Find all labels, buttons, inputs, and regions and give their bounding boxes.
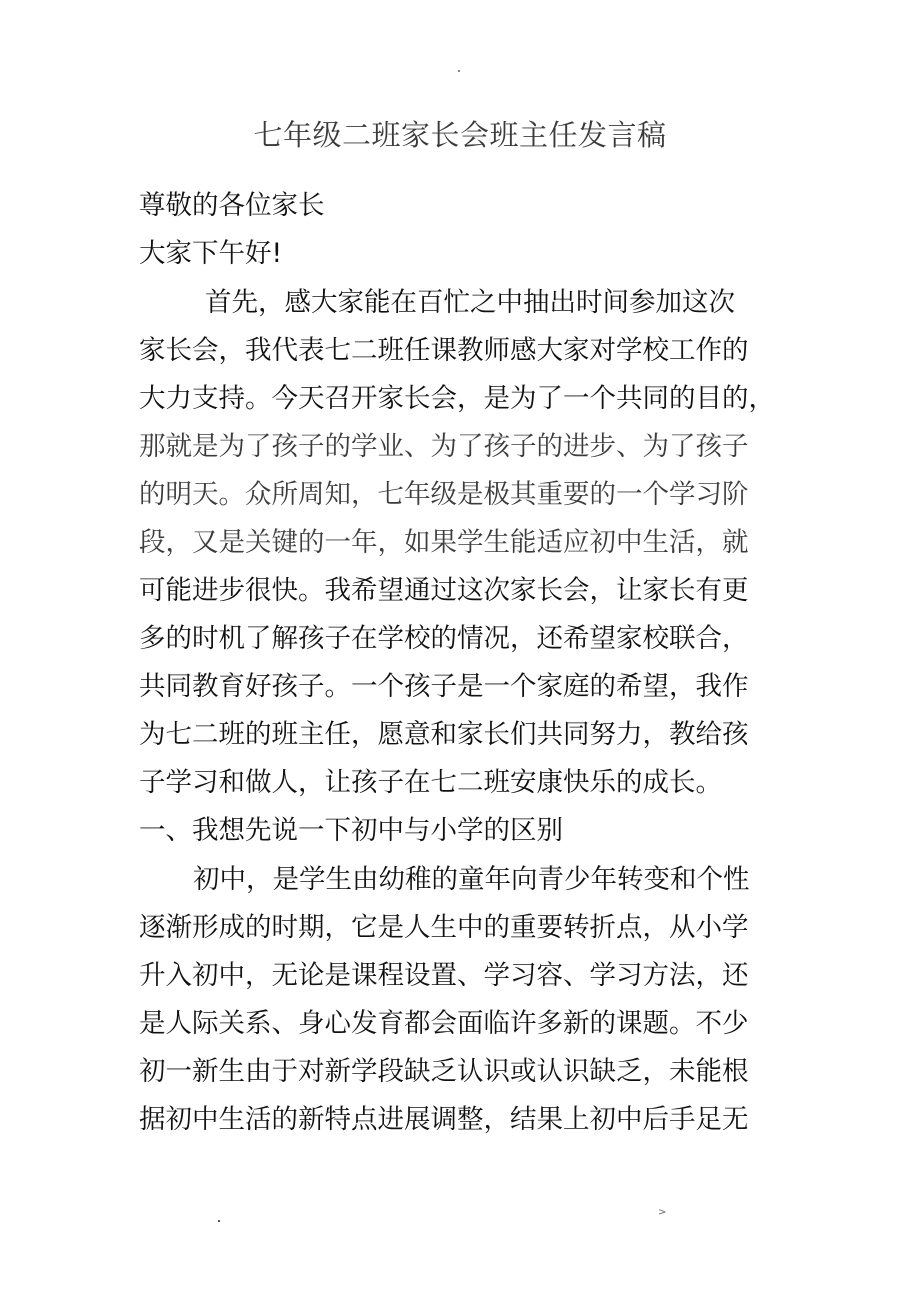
section-heading: 一、我想先说一下初中与小学的区别	[139, 815, 563, 846]
paragraph-line: 据初中生活的新特点进展调整，结果上初中后手足无	[139, 1104, 749, 1135]
paragraph-line: 的明天。众所周知，七年级是极其重要的一个学习阶	[139, 479, 749, 510]
paragraph-line: 子学习和做人，让孩子在七二班安康快乐的成长。	[139, 767, 722, 798]
paragraph-line: 首先，感大家能在百忙之中抽出时间参加这次	[205, 287, 735, 318]
footer-left-mark	[218, 1220, 220, 1222]
paragraph-line: 可能进步很快。我希望通过这次家长会，让家长有更	[139, 575, 749, 606]
header-mark	[458, 70, 460, 72]
paragraph-line: 家长会，我代表七二班任课教师感大家对学校工作的	[139, 335, 749, 366]
salutation: 尊敬的各位家长	[139, 190, 325, 221]
paragraph-line: 共同教育好孩子。一个孩子是一个家庭的希望，我作	[139, 671, 749, 702]
footer-right-mark: >	[658, 1207, 667, 1218]
paragraph-line: 逐渐形成的时期，它是人生中的重要转折点，从小学	[139, 912, 749, 943]
document-title: 七年级二班家长会班主任发言稿	[253, 118, 667, 152]
greeting: 大家下午好!	[139, 238, 283, 269]
paragraph-line: 段，又是关键的一年，如果学生能适应初中生活，就	[139, 527, 749, 558]
paragraph-line: 升入初中，无论是课程设置、学习容、学习方法，还	[139, 960, 749, 991]
paragraph-line: 是人际关系、身心发育都会面临许多新的课题。不少	[139, 1008, 749, 1039]
paragraph-line: 为七二班的班主任，愿意和家长们共同努力，教给孩	[139, 719, 749, 750]
paragraph-line: 初中，是学生由幼稚的童年向青少年转变和个性	[193, 864, 750, 895]
paragraph-line: 大力支持。今天召开家长会，是为了一个共同的目的，	[139, 383, 775, 414]
paragraph-line: 初一新生由于对新学段缺乏认识或认识缺乏，未能根	[139, 1056, 749, 1087]
paragraph-line: 多的时机了解孩子在学校的情况，还希望家校联合，	[139, 623, 749, 654]
paragraph-line: 那就是为了孩子的学业、为了孩子的进步、为了孩子	[139, 431, 749, 462]
